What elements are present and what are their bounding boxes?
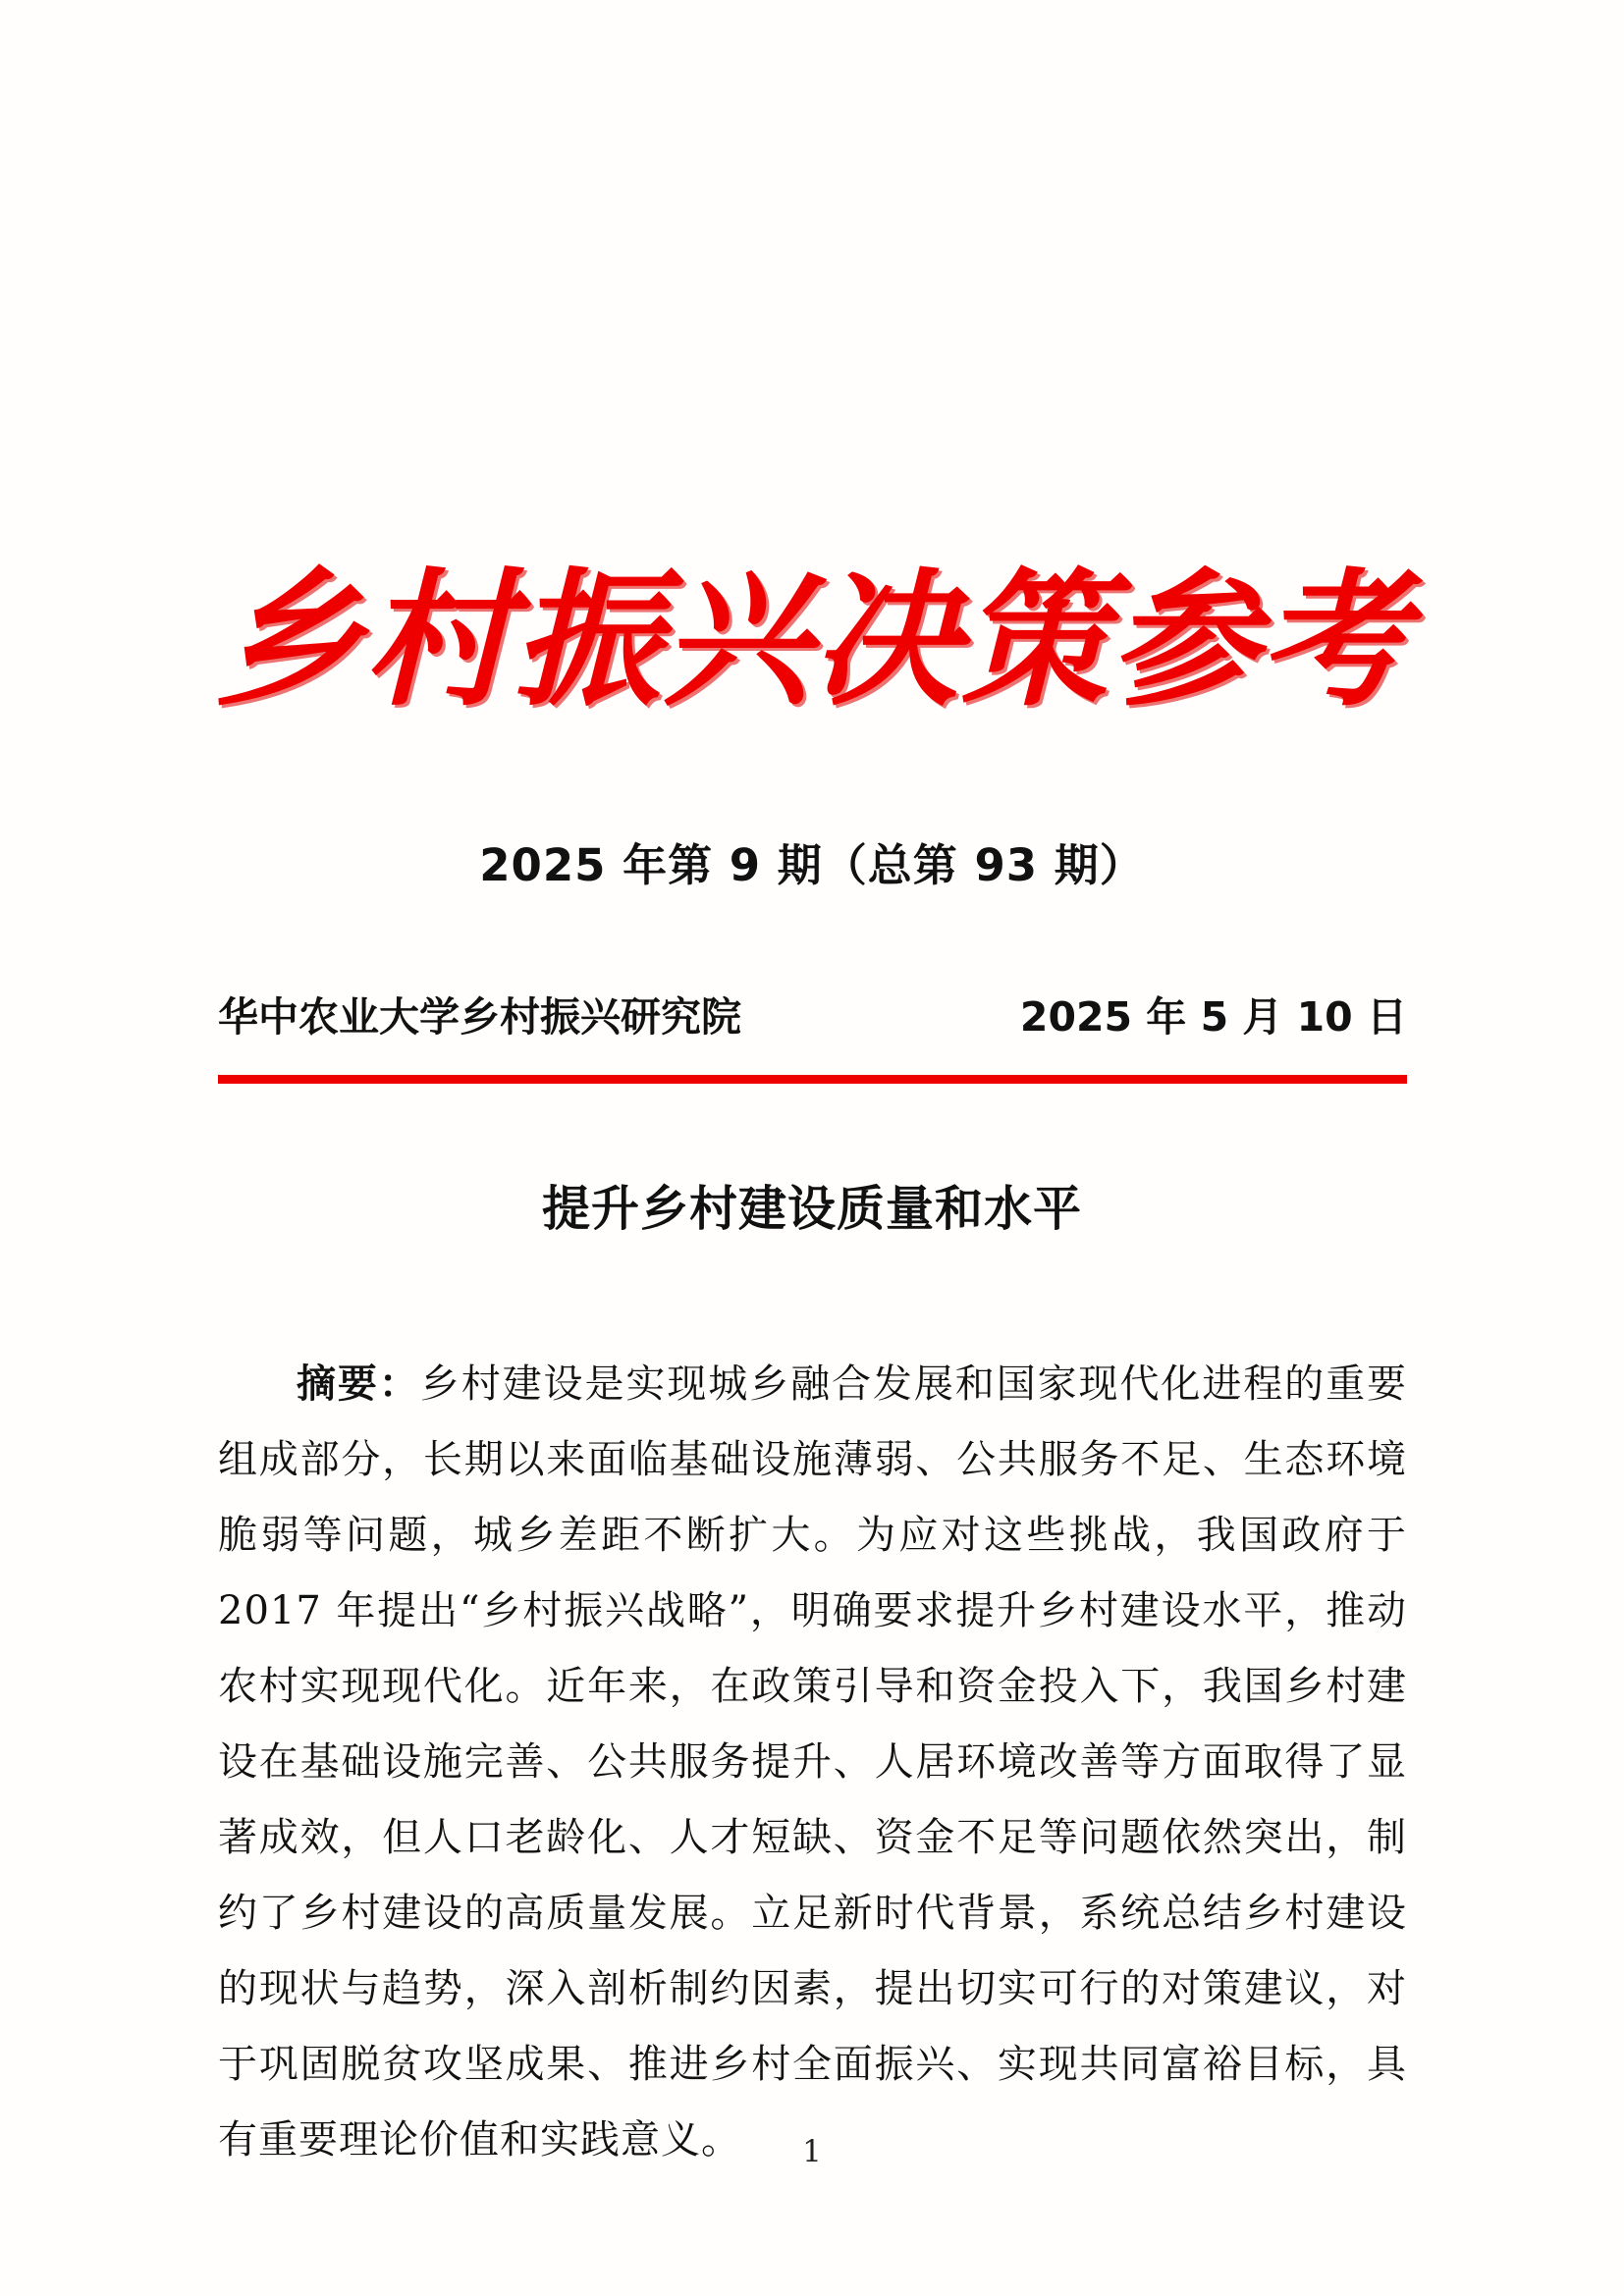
publication-date: 2025 年 5 月 10 日 xyxy=(1019,993,1407,1041)
abstract-text: 乡村建设是实现城乡融合发展和国家现代化进程的重要组成部分，长期以来面临基础设施薄弱、公共服务不足、生态环境脆弱等问题，城乡差距不断扩大。为应对这些挑战，我国政府于 2017 年提出“乡村振兴战略”，明确要求提升乡村建设水平，推动农村实现现代化。近年来，在政策引导和资金投入下，我国乡村建设在基础设施完善、公共服务提升、人居环境改善等方面取得了显著成效，但人口老龄化、人才短缺、资金不足等问题依然突出，制约了乡村建设的高质量发展。立足新时代背景，系统总结乡村建设的现状与趋势，深入剖析制约因素，提出切实可行的对策建议，对于巩固脱贫攻坚成果、推进乡村全面振兴、实现共同富裕目标，具有重要理论价值和实践意义。 xyxy=(218,1362,1408,2163)
publisher-row xyxy=(218,989,1407,1044)
masthead-title: 乡村振兴决策参考 xyxy=(214,556,1409,726)
issue-line: 2025 年第 9 期（总第 93 期） xyxy=(479,839,1145,891)
publisher-name: 华中农业大学乡村振兴研究院 xyxy=(218,993,741,1041)
page-number: 1 xyxy=(802,2134,822,2169)
abstract-label: 摘要： xyxy=(297,1362,420,1407)
red-divider-rule xyxy=(218,1075,1407,1084)
abstract-paragraph xyxy=(218,1347,1407,2178)
article-title: 提升乡村建设质量和水平 xyxy=(541,1181,1082,1237)
